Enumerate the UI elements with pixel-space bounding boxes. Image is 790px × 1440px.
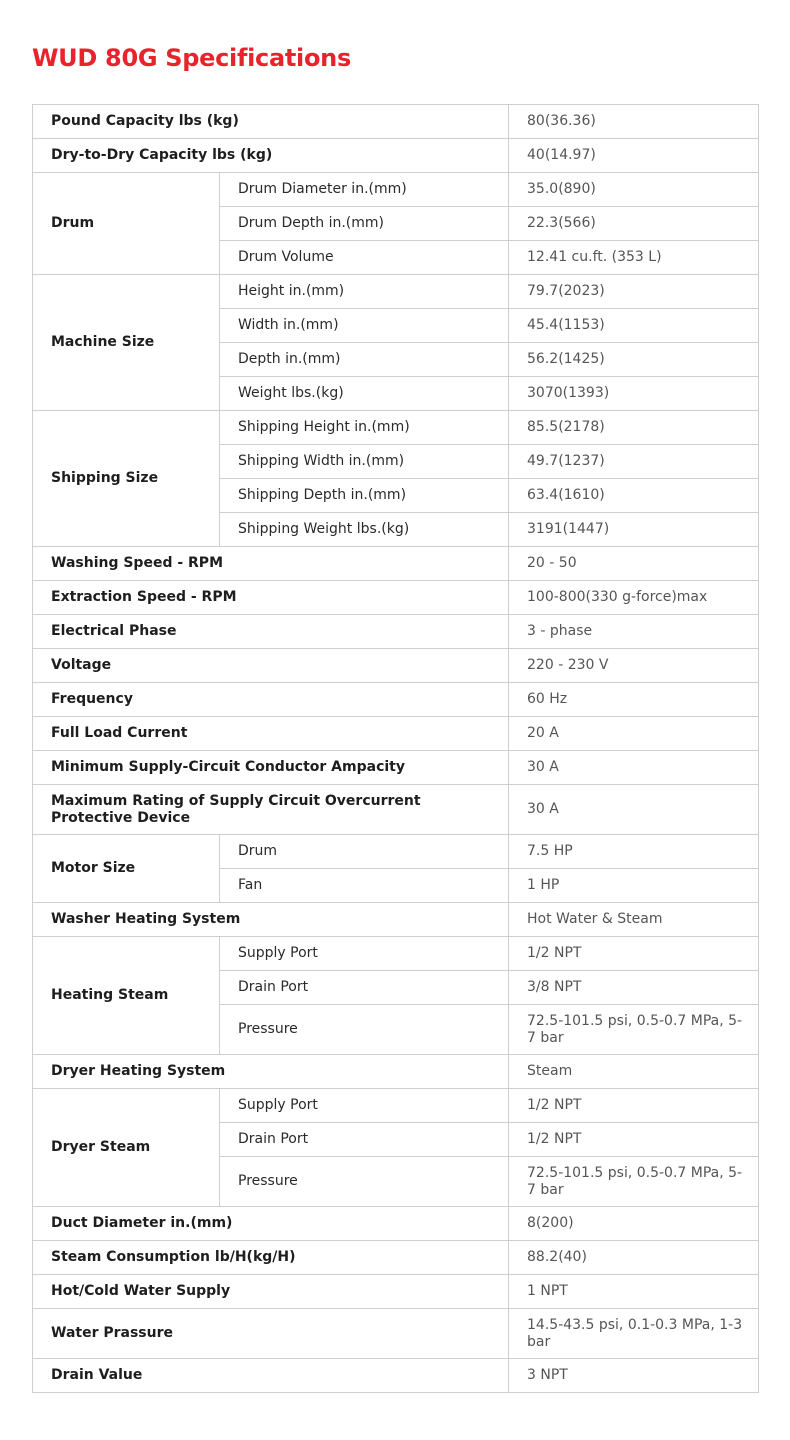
spec-value: 56.2(1425): [509, 343, 759, 377]
spec-value: 1/2 NPT: [509, 937, 759, 971]
spec-value: 1 HP: [509, 869, 759, 903]
spec-label: Hot/Cold Water Supply: [33, 1275, 509, 1309]
spec-group-label: Shipping Size: [33, 411, 220, 547]
spec-value: 30 A: [509, 785, 759, 835]
spec-value: 3070(1393): [509, 377, 759, 411]
spec-label: Pound Capacity lbs (kg): [33, 105, 509, 139]
table-row: [33, 1309, 759, 1359]
spec-sub-label: Width in.(mm): [220, 309, 509, 343]
page-title: WUD 80G Specifications: [32, 44, 351, 72]
spec-sub-label: Shipping Weight lbs.(kg): [220, 513, 509, 547]
spec-value: 60 Hz: [509, 683, 759, 717]
spec-sub-label: Drum Diameter in.(mm): [220, 173, 509, 207]
table-row: [33, 581, 759, 615]
table-row: [33, 547, 759, 581]
spec-sub-label: Shipping Depth in.(mm): [220, 479, 509, 513]
table-row: [33, 411, 759, 445]
table-row: [33, 937, 759, 971]
spec-value: 100-800(330 g-force)max: [509, 581, 759, 615]
spec-value: 1/2 NPT: [509, 1123, 759, 1157]
table-row: [33, 139, 759, 173]
table-row: [33, 1241, 759, 1275]
spec-label: Water Prassure: [33, 1309, 509, 1359]
spec-sub-label: Drain Port: [220, 1123, 509, 1157]
spec-value: 22.3(566): [509, 207, 759, 241]
spec-label: Dry-to-Dry Capacity lbs (kg): [33, 139, 509, 173]
spec-sub-label: Pressure: [220, 1157, 509, 1207]
table-row: [33, 785, 759, 835]
spec-value: 30 A: [509, 751, 759, 785]
table-row: [33, 1275, 759, 1309]
spec-value: 63.4(1610): [509, 479, 759, 513]
spec-label: Maximum Rating of Supply Circuit Overcurrent Protective Device: [33, 785, 509, 835]
spec-sub-label: Drum Volume: [220, 241, 509, 275]
specifications-table-body: [33, 105, 759, 1393]
spec-group-label: Drum: [33, 173, 220, 275]
spec-value: 35.0(890): [509, 173, 759, 207]
spec-value: 49.7(1237): [509, 445, 759, 479]
spec-sub-label: Shipping Width in.(mm): [220, 445, 509, 479]
spec-sub-label: Supply Port: [220, 1089, 509, 1123]
spec-label: Extraction Speed - RPM: [33, 581, 509, 615]
spec-sub-label: Drum: [220, 835, 509, 869]
spec-group-label: Motor Size: [33, 835, 220, 903]
spec-value: 8(200): [509, 1207, 759, 1241]
spec-value: 12.41 cu.ft. (353 L): [509, 241, 759, 275]
table-row: [33, 105, 759, 139]
spec-value: 72.5-101.5 psi, 0.5-0.7 MPa, 5-7 bar: [509, 1157, 759, 1207]
spec-label: Steam Consumption lb/H(kg/H): [33, 1241, 509, 1275]
spec-sub-label: Drain Port: [220, 971, 509, 1005]
spec-label: Voltage: [33, 649, 509, 683]
spec-value: 3/8 NPT: [509, 971, 759, 1005]
spec-value: 88.2(40): [509, 1241, 759, 1275]
spec-value: 3191(1447): [509, 513, 759, 547]
spec-sub-label: Drum Depth in.(mm): [220, 207, 509, 241]
spec-group-label: Machine Size: [33, 275, 220, 411]
spec-label: Washer Heating System: [33, 903, 509, 937]
table-row: [33, 717, 759, 751]
spec-label: Dryer Heating System: [33, 1055, 509, 1089]
table-row: [33, 903, 759, 937]
spec-label: Full Load Current: [33, 717, 509, 751]
specifications-table: [32, 104, 759, 1393]
spec-sub-label: Depth in.(mm): [220, 343, 509, 377]
spec-group-label: Heating Steam: [33, 937, 220, 1055]
spec-group-label: Dryer Steam: [33, 1089, 220, 1207]
table-row: [33, 1207, 759, 1241]
spec-value: 3 - phase: [509, 615, 759, 649]
table-row: [33, 615, 759, 649]
spec-sub-label: Shipping Height in.(mm): [220, 411, 509, 445]
table-row: [33, 1089, 759, 1123]
spec-value: Hot Water & Steam: [509, 903, 759, 937]
table-row: [33, 649, 759, 683]
table-row: [33, 275, 759, 309]
spec-value: 85.5(2178): [509, 411, 759, 445]
spec-sub-label: Pressure: [220, 1005, 509, 1055]
spec-label: Electrical Phase: [33, 615, 509, 649]
spec-value: 14.5-43.5 psi, 0.1-0.3 MPa, 1-3 bar: [509, 1309, 759, 1359]
spec-value: 7.5 HP: [509, 835, 759, 869]
spec-label: Washing Speed - RPM: [33, 547, 509, 581]
table-row: [33, 751, 759, 785]
spec-value: Steam: [509, 1055, 759, 1089]
spec-value: 20 - 50: [509, 547, 759, 581]
spec-value: 1 NPT: [509, 1275, 759, 1309]
spec-label: Frequency: [33, 683, 509, 717]
table-row: [33, 835, 759, 869]
table-row: [33, 173, 759, 207]
spec-label: Drain Value: [33, 1359, 509, 1393]
spec-value: 3 NPT: [509, 1359, 759, 1393]
spec-sub-label: Weight lbs.(kg): [220, 377, 509, 411]
spec-value: 72.5-101.5 psi, 0.5-0.7 MPa, 5-7 bar: [509, 1005, 759, 1055]
spec-sub-label: Supply Port: [220, 937, 509, 971]
spec-sub-label: Fan: [220, 869, 509, 903]
spec-value: 45.4(1153): [509, 309, 759, 343]
spec-label: Duct Diameter in.(mm): [33, 1207, 509, 1241]
table-row: [33, 1359, 759, 1393]
spec-value: 40(14.97): [509, 139, 759, 173]
spec-value: 220 - 230 V: [509, 649, 759, 683]
spec-value: 80(36.36): [509, 105, 759, 139]
spec-value: 20 A: [509, 717, 759, 751]
spec-value: 1/2 NPT: [509, 1089, 759, 1123]
spec-label: Minimum Supply-Circuit Conductor Ampacity: [33, 751, 509, 785]
spec-sub-label: Height in.(mm): [220, 275, 509, 309]
spec-value: 79.7(2023): [509, 275, 759, 309]
table-row: [33, 683, 759, 717]
table-row: [33, 1055, 759, 1089]
